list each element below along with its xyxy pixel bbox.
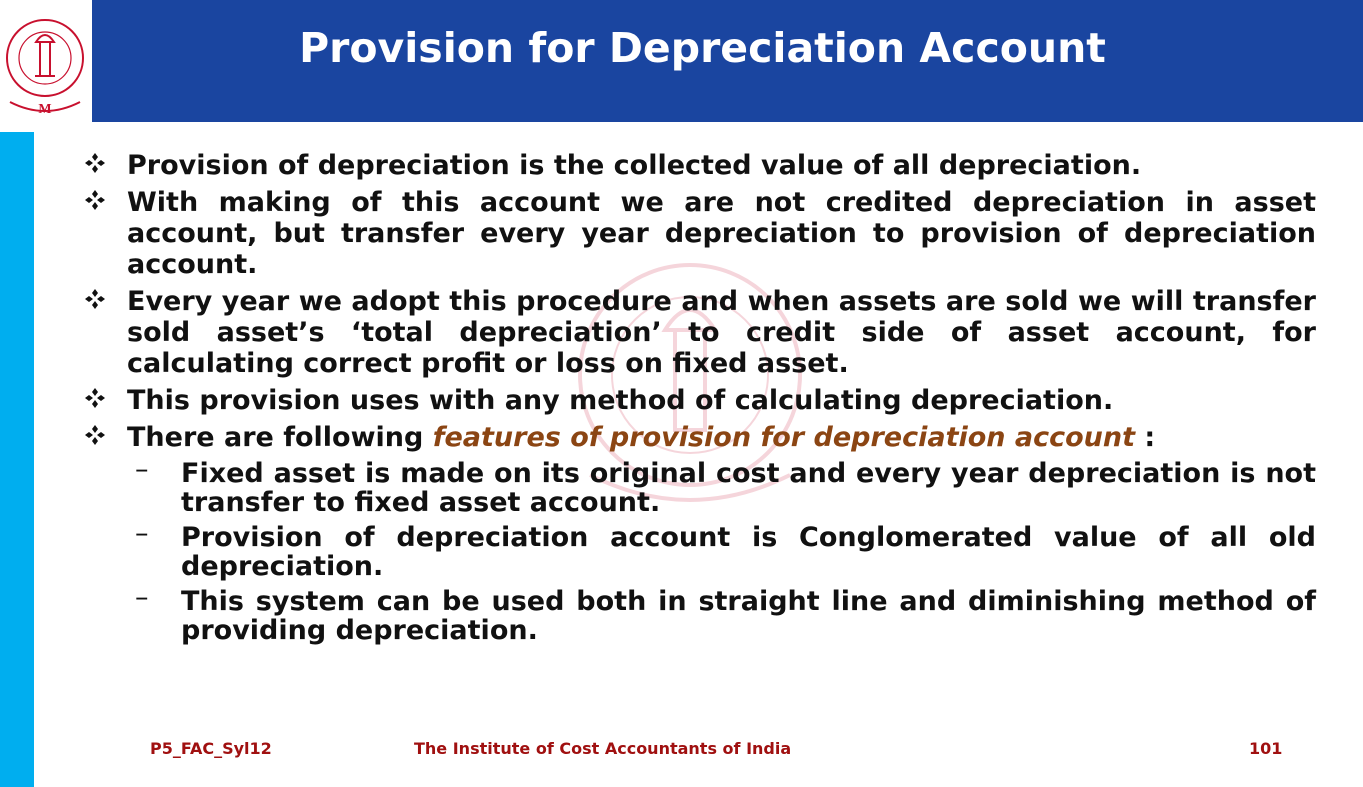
header-bar <box>92 0 1363 122</box>
bullet-item <box>84 385 1316 416</box>
dash-bullet-icon: – <box>135 454 149 485</box>
page-title: Provision for Depreciation Account <box>299 24 1106 72</box>
bullet-text: Provision of depreciation is the collected value of all depreciation. <box>127 150 1142 181</box>
bullet-item <box>84 286 1316 379</box>
dash-bullet-icon: – <box>135 518 149 549</box>
bullet-text: This provision uses with any method of calculating depreciation. <box>127 385 1114 416</box>
bullet-text: Every year we adopt this procedure and when assets are sold we will transfer sold asset’s ‘total depreciation’ to credit side of asset account, for calculating correct profit or loss on fixed asset. <box>127 286 1316 379</box>
sub-bullet-item <box>84 518 1316 582</box>
diamond-bullet-icon <box>84 152 106 174</box>
highlighted-phrase: features of provision for depreciation account <box>432 422 1136 453</box>
side-accent-bar <box>0 132 34 787</box>
sub-bullet-text: Provision of depreciation account is Conglomerated value of all old depreciation. <box>181 522 1316 582</box>
bullet-item <box>84 150 1316 181</box>
sub-bullet-text: Fixed asset is made on its original cost and every year depreciation is not transfer to fixed asset account. <box>181 458 1316 518</box>
bullet-text: With making of this account we are not credited depreciation in asset account, but transfer every year depreciation to provision of depreciation account. <box>127 187 1316 280</box>
sub-bullet-item <box>84 454 1316 518</box>
diamond-bullet-icon <box>84 288 106 310</box>
diamond-bullet-icon <box>84 189 106 211</box>
institute-logo <box>0 0 92 122</box>
page-number: 101 <box>1249 739 1283 758</box>
institute-emblem-icon <box>2 2 88 120</box>
bullet-item <box>84 187 1316 280</box>
svg-text:M: M <box>38 102 52 117</box>
bullet-suffix: : <box>1135 422 1156 453</box>
dash-bullet-icon: – <box>135 582 149 613</box>
diamond-bullet-icon <box>84 424 106 446</box>
bullet-item <box>84 422 1316 453</box>
footer-left: P5_FAC_Syl12 <box>150 739 272 758</box>
bullet-text: There are following <box>127 422 433 453</box>
sub-bullet-item <box>84 582 1316 646</box>
slide-content <box>84 150 1316 651</box>
diamond-bullet-icon <box>84 387 106 409</box>
footer-center: The Institute of Cost Accountants of India <box>414 739 792 758</box>
sub-bullet-text: This system can be used both in straight line and diminishing method of providing depreciation. <box>181 586 1316 646</box>
